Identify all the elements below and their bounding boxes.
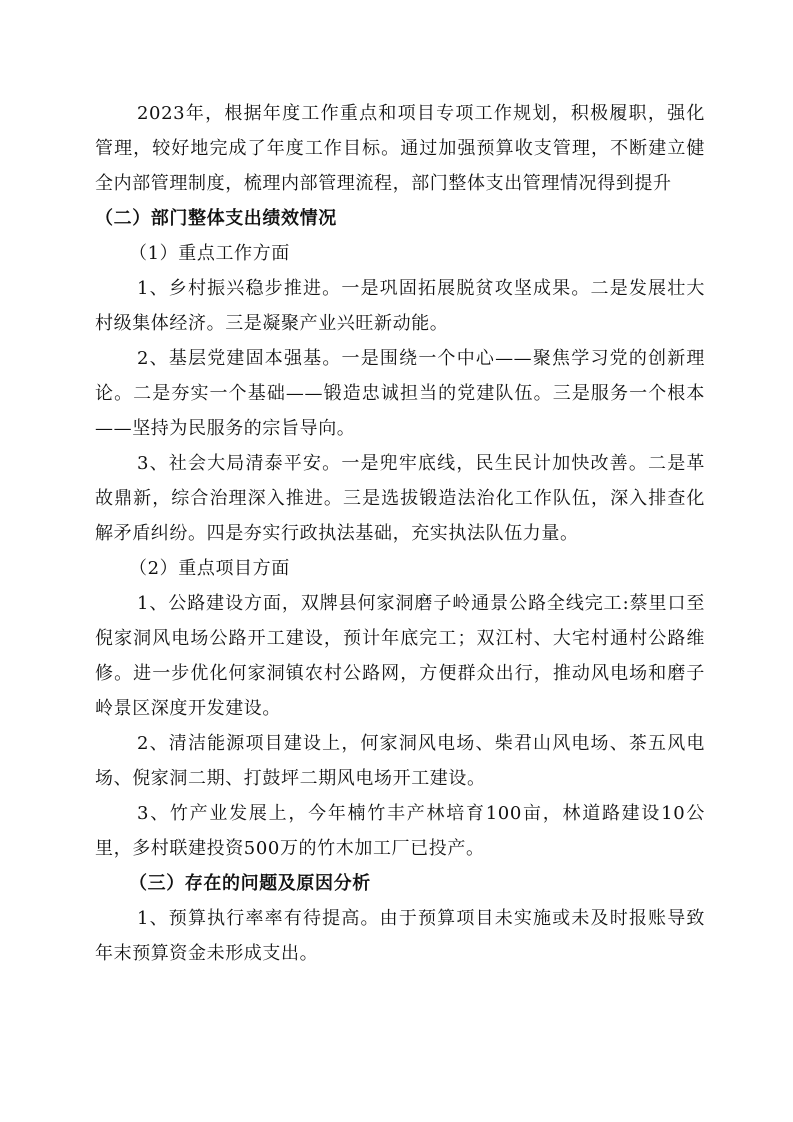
- key-work-item: 1、乡村振兴稳步推进。一是巩固拓展脱贫攻坚成果。二是发展壮大村级集体经济。三是凝聚产业兴旺新动能。: [95, 278, 705, 334]
- section-heading-3: （三）存在的问题及原因分析: [129, 873, 371, 894]
- subsection-title-key-projects: （2）重点项目方面: [129, 558, 290, 579]
- document-page: [95, 96, 705, 971]
- key-project-item: 3、竹产业发展上，今年楠竹丰产林培育100亩，林道路建设10公里，多村联建投资500万的竹木加工厂已投产。: [95, 803, 705, 859]
- key-project-item: 1、公路建设方面，双牌县何家洞磨子岭通景公路全线完工:蔡里口至倪家洞风电场公路开工建设，预计年底完工；双江村、大宅村通村公路维修。进一步优化何家洞镇农村公路网，方便群众出行，推动风电场和磨子岭景区深度开发建设。: [95, 593, 705, 719]
- key-project-item: 2、清洁能源项目建设上，何家洞风电场、柴君山风电场、茶五风电场、倪家洞二期、打鼓坪二期风电场开工建设。: [95, 733, 705, 789]
- subsection-title-key-work: （1）重点工作方面: [129, 243, 290, 264]
- section-heading-2: （二）部门整体支出绩效情况: [95, 208, 337, 229]
- intro-paragraph: 2023年，根据年度工作重点和项目专项工作规划，积极履职，强化管理，较好地完成了年度工作目标。通过加强预算收支管理，不断建立健全内部管理制度，梳理内部管理流程，部门整体支出管理情况得到提升: [95, 103, 705, 194]
- key-work-item: 2、基层党建固本强基。一是围绕一个中心——聚焦学习党的创新理论。二是夯实一个基础——锻造忠诚担当的党建队伍。三是服务一个根本——坚持为民服务的宗旨导向。: [95, 348, 705, 439]
- problem-item: 1、预算执行率率有待提高。由于预算项目未实施或未及时报账导致年末预算资金未形成支出。: [95, 908, 705, 964]
- key-work-item: 3、社会大局清泰平安。一是兜牢底线，民生民计加快改善。二是革故鼎新，综合治理深入推进。三是选拔锻造法治化工作队伍，深入排查化解矛盾纠纷。四是夯实行政执法基础，充实执法队伍力量。: [95, 453, 705, 544]
